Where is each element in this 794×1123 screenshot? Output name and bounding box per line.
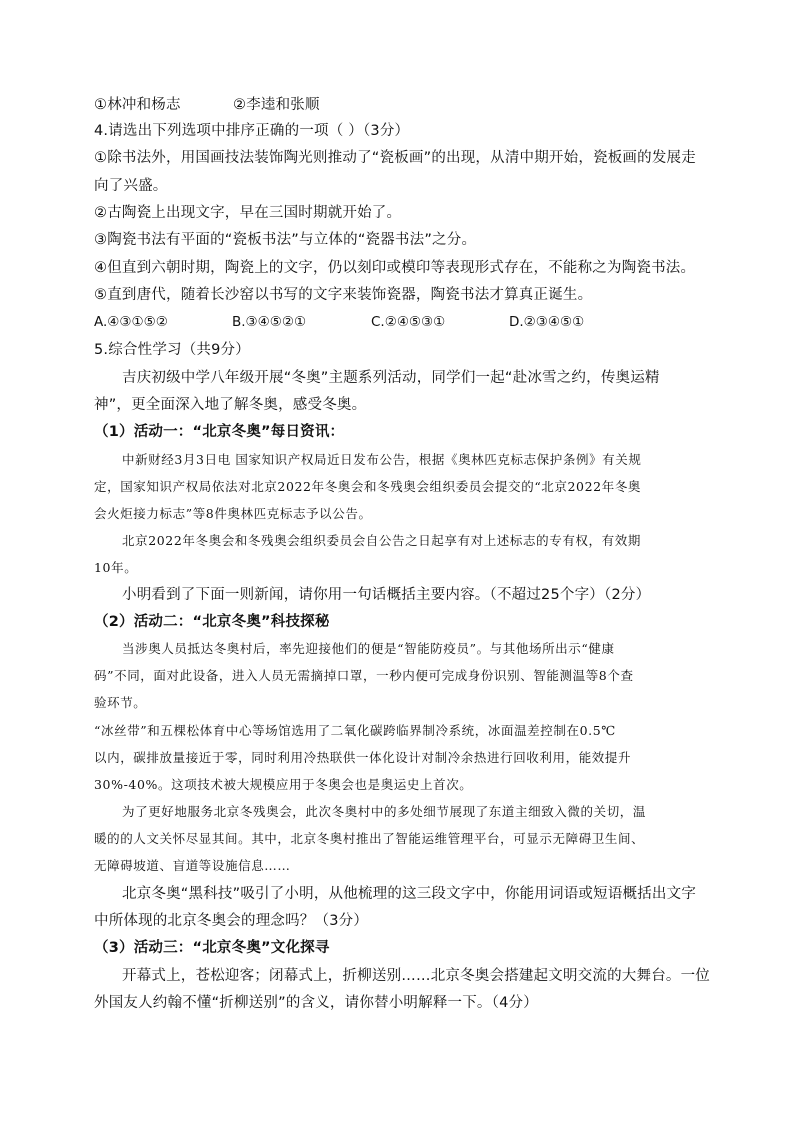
tech-para-2-line-3: 30%-40%。这项技术被大规模应用于冬奥会也是奥运史上首次。 — [94, 777, 473, 792]
q4-item-4: ④但直到六朝时期，陶瓷上的文字，仍以刻印或模印等表现形式存在，不能称之为陶瓷书法。 — [94, 260, 696, 276]
tech-para-1-line-3: 验环节。 — [94, 695, 147, 710]
activity-2-question-line-2: 中所体现的北京冬奥会的理念吗？（3分） — [94, 913, 369, 929]
q4-item-2: ②古陶瓷上出现文字，早在三国时期就开始了。 — [94, 205, 402, 221]
tech-para-3-line-2: 暖的的人文关怀尽显其间。其中，北京冬奥村推出了智能运维管理平台，可显示无障碍卫生间、 — [94, 831, 645, 846]
q4-option-a: A.④③①⑤② — [94, 314, 168, 330]
tech-para-3-line-3: 无障碍坡道、盲道等设施信息…… — [94, 858, 291, 873]
q5-intro-line-2: 神”，更全面深入地了解冬奥，感受冬奥。 — [94, 397, 367, 413]
news-line-2: 定，国家知识产权局依法对北京2022年冬奥会和冬残奥会组织委员会提交的“北京2022年冬奥 — [94, 479, 642, 494]
news-line-1: 中新财经3月3日电 国家知识产权局近日发布公告，根据《奥林匹克标志保护条例》有关规 — [122, 452, 642, 467]
q5-title: 5.综合性学习（共9分） — [94, 342, 250, 358]
tech-para-1-line-2: 码”不同，面对此设备，进入人员无需摘掉口罩，一秒内便可完成身份识别、智能测温等8个查 — [94, 668, 634, 683]
q4-option-d: D.②③④⑤① — [509, 314, 585, 330]
q4-item-1: ①除书法外，用国画技法装饰陶光则推动了“瓷板画”的出现，从清中期开始，瓷板画的发展走 — [94, 150, 696, 166]
activity-1-question: 小明看到了下面一则新闻，请你用一句话概括主要内容。（不超过25个字）（2分） — [122, 587, 651, 603]
news-line-4: 北京2022年冬奥会和冬残奥会组织委员会自公告之日起享有对上述标志的专有权，有效期 — [122, 533, 641, 548]
q4-option-c: C.②④⑤③① — [371, 314, 446, 330]
activity-1-heading: （1）活动一：“北京冬奥”每日资讯： — [94, 424, 345, 440]
tech-para-2-line-1: “冰丝带”和五棵松体育中心等场馆选用了二氧化碳跨临界制冷系统，冰面温差控制在0.5℃ — [94, 723, 616, 738]
tech-para-2-line-2: 以内，碳排放量接近于零，同时利用冷热联供一体化设计对制冷余热进行回收利用，能效提升 — [94, 750, 632, 765]
q4-item-5: ⑤直到唐代，随着长沙窑以书写的文字来装饰瓷器，陶瓷书法才算真正诞生。 — [94, 287, 593, 303]
activity-2-heading: （2）活动二：“北京冬奥”科技探秘 — [94, 614, 330, 630]
culture-para-line-1: 开幕式上，苍松迎客；闭幕式上，折柳送别……北京冬奥会搭建起文明交流的大舞台。一位 — [122, 968, 710, 984]
q4-item-3: ③陶瓷书法有平面的“瓷板书法”与立体的“瓷器书法”之分。 — [94, 232, 477, 248]
news-line-3: 会火炬接力标志”等8件奥林匹克标志予以公告。 — [94, 506, 372, 521]
news-line-5: 10年。 — [94, 560, 138, 575]
activity-3-heading: （3）活动三：“北京冬奥”文化探寻 — [94, 940, 330, 956]
q3-option-2: ②李逵和张顺 — [233, 97, 320, 113]
q4-option-b: B.③④⑤②① — [232, 314, 307, 330]
tech-para-3-line-1: 为了更好地服务北京冬残奥会，此次冬奥村中的多处细节展现了东道主细致入微的关切，温 — [122, 804, 647, 819]
tech-para-1-line-1: 当涉奥人员抵达冬奥村后，率先迎接他们的便是“智能防疫员”。与其他场所出示“健康 — [122, 641, 615, 656]
q4-stem: 4.请选出下列选项中排序正确的一项（ ）（3分） — [94, 123, 410, 139]
q5-intro-line-1: 吉庆初级中学八年级开展“冬奥”主题系列活动，同学们一起“赴冰雪之约，传奥运精 — [122, 370, 660, 386]
q3-option-1: ①林冲和杨志 — [94, 97, 181, 113]
culture-para-line-2: 外国友人约翰不懂“折柳送别”的含义，请你替小明解释一下。（4分） — [94, 995, 538, 1011]
activity-2-question-line-1: 北京冬奥“黑科技”吸引了小明，从他梳理的这三段文字中，你能用词语或短语概括出文字 — [122, 886, 697, 902]
q4-item-1-cont: 向了兴盛。 — [94, 178, 168, 194]
